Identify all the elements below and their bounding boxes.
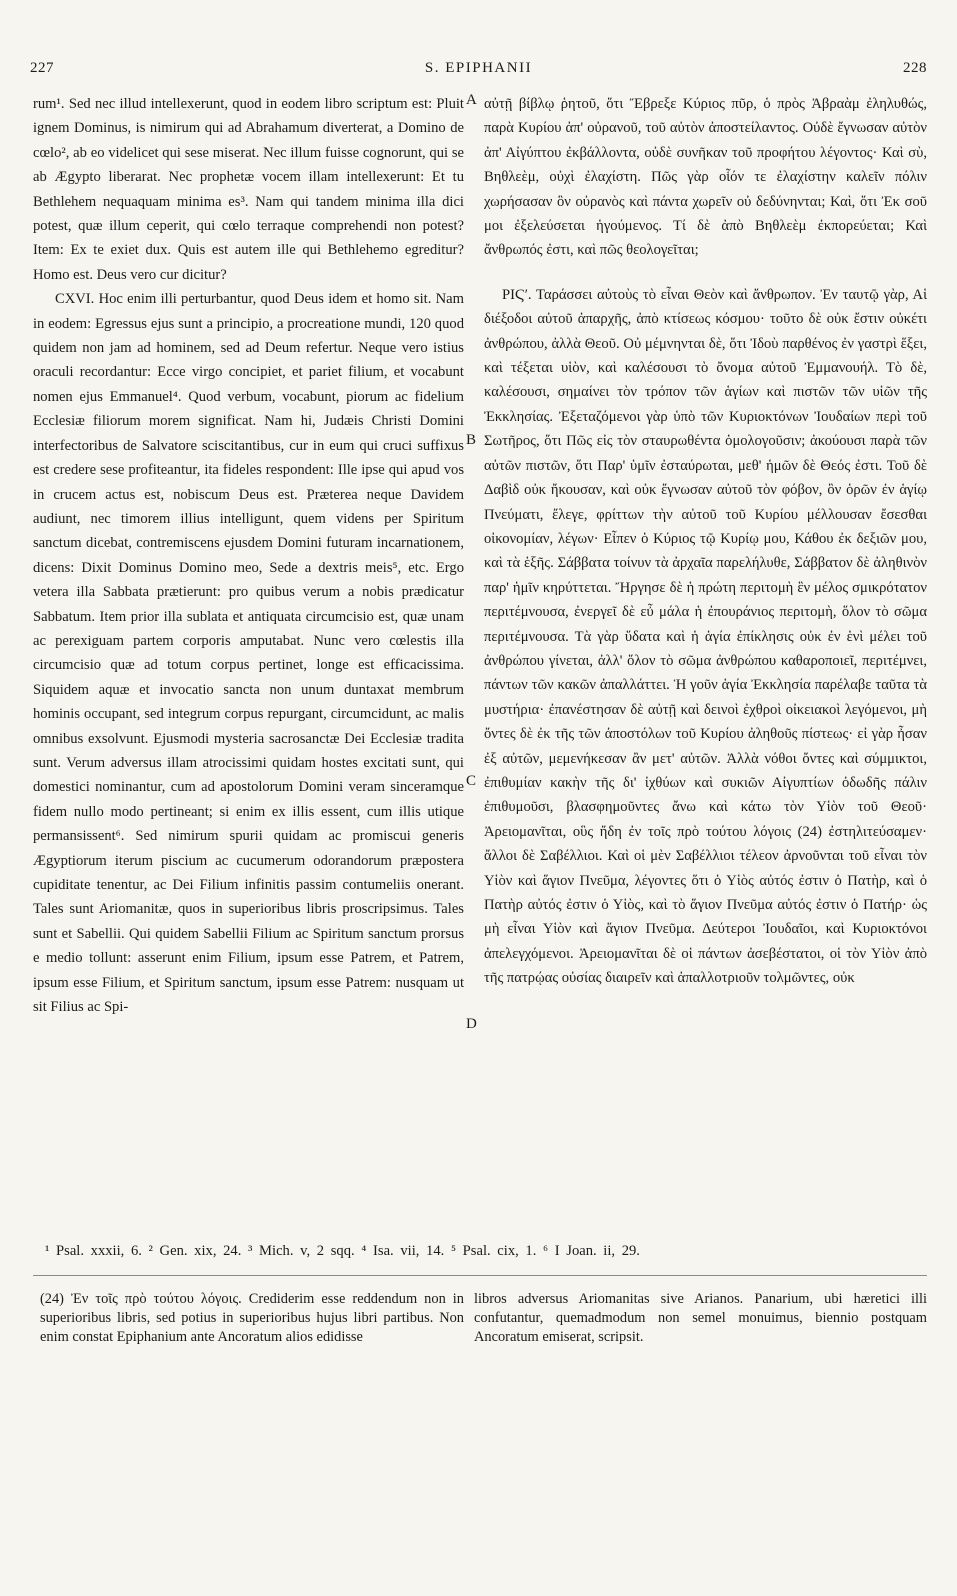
greek-column	[484, 92, 927, 991]
footnote-right-text: libros adversus Ariomanitas sive Arianos. Panarium, ubi hæretici illi confutantur, quemadmodum non semel monuimus, biennio postquam Ancoratum emiserat, scripsit.	[474, 1291, 927, 1345]
greek-paragraph-2: ΡΙϚʹ. Ταράσσει αὐτοὺς τὸ εἶναι Θεὸν καὶ ἄνθρωπον. Ἐν ταυτῷ γὰρ, Αἱ διέξοδοι αὐτοῦ ἀπαρχῆς, ἀπὸ κτίσεως κόσμου· τοῦτο δὲ οὐκ ἔστιν οὐκέτι ἀνθρώπου, ἀλλὰ Θεοῦ. Οὐ μέμνηνται δὲ, ὅτι Ἰδοὺ παρθένος ἐν γαστρὶ ἕξει, καὶ τέξεται υἱὸν, καὶ καλέσουσι τὸ ὄνομα αὐτοῦ Ἐμμανουήλ. Τὸ δὲ, καλέσουσι, σημαίνει τὸν τρόπον τῶν ἁγίων καὶ πιστῶν τῶν υἱῶν τῆς Ἐκκλησίας. Ἐξεταζόμενοι γὰρ ὑπὸ τῶν Κυριοκτόνων Ἰουδαίων περὶ τοῦ Σωτῆρος, ὅτι Πῶς εἰς τὸν σταυρωθέντα ὁμολογοῦσιν; ἀκούουσι παρὰ τῶν αὐτῶν πιστῶν, ὅτι Παρ' ὑμῖν ἐσταύρωται, μεθ' ἡμῶν δὲ Θεός ἐστι. Τοῦ δὲ Δαβὶδ οὐκ ἤκουσαν, καὶ οὐκ ἔγνωσαν αὐτοῦ τὸν φόβον, ὃν ὁρῶν ἐν ἁγίῳ Πνεύματι, ἔλεγε, φρίττων τὴν αὐτοῦ τοῦ Κυρίου μέλλουσαν ἔσεσθαι οἰκονομίαν, λέγων· Εἶπεν ὁ Κύριος τῷ Κυρίῳ μου, Κάθου ἐκ δεξιῶν μου, καὶ τὰ ἑξῆς. Σάββατα τοίνυν τὰ ἀρχαῖα παρελήλυθε, Σάββατον δὲ ἀληθινὸν παρ' ἡμῖν κηρύττεται. Ἤργησε δὲ ἡ πρώτη περιτομὴ ἓν μέλος σμικρότατον περιτέμνουσα, ἐνεργεῖ δὲ εὖ μάλα ἡ ἐπουράνιος περιτομὴ, ὅλον τὸ σῶμα περιτέμνουσα. Τὰ γὰρ ὕδατα καὶ ἡ ἁγία ἐπίκλησις οὐκ ἐν ἑνὶ μέλει τοῦ ἀνθρώπου γίνεται, ἀλλ' ὅλον τὸ σῶμα ἀνθρώπου καθαροποιεῖ, περιτέμνει, πάντων τῶν κακῶν ἀπαλλάττει. Ἡ γοῦν ἁγία Ἐκκλησία παρέλαβε ταῦτα τὰ μυστήρια· ἐπανέστησαν δὲ αὐτῇ καὶ δεινοὶ ἐχθροὶ οἰκειακοὶ λεγόμενοι, μὴ ὄντες δὲ ἐκ τῆς τῶν ἀποστόλων τοῦ Κυρίου ἀληθοῦς πίστεως· εἰ γὰρ ἦσαν ἐξ αὐτῶν, μεμενήκεσαν ἂν μετ' αὐτῶν. Ἀλλὰ νόθοι ὄντες καὶ σύμμικτοι, ἐπιθυμίαν κακὴν τῆς δι' ἰχθύων καὶ συκιῶν Αἰγυπτίων ὀδωδῆς πάλιν ἐπιθυμοῦσι, βλασφημοῦντες ἄνω καὶ κάτω τὸν Υἱὸν τοῦ Θεοῦ· Ἀρειομανῖται, οὓς ἤδη ἐν τοῖς πρὸ τούτου λόγοις (24) ἐστηλιτεύσαμεν· ἄλλοι δὲ Σαβέλλιοι. Καὶ οἱ μὲν Σαβέλλιοι τέλεον ἀρνοῦνται τοῦ εἶναι τὸν Υἱὸν καὶ ἅγιον Πνεῦμα, λέγοντες ὅτι ὁ Υἱὸς αὐτός ἐστιν ὁ Πατὴρ, καὶ ὁ Πατὴρ αὐτός ἐστιν ὁ Υἱὸς, καὶ τὸ ἅγιον Πνεῦμα αὐτός ἐστιν ὁ Πατήρ· ὡς μὴ εἶναι Υἱὸν καὶ ἅγιον Πνεῦμα. Δεύτεροι Ἰουδαῖοι, καὶ Κυριοκτόνοι ἀπελεγχόμενοι. Ἀρειομανῖται δὲ οἱ πάντων ἀσεβέστατοι, οἱ τὸν Υἱὸν ἀπὸ τῆς πατρῴας οὐσίας διαιρεῖν καὶ ἀπαλλοτριοῦν τολμῶντες, οὐκ	[484, 286, 927, 987]
right-page-number: 228	[903, 60, 927, 76]
footnote-right	[474, 1290, 927, 1347]
margin-marker-b: B	[466, 432, 477, 448]
margin-marker-a: A	[466, 92, 477, 108]
footnote-left	[40, 1290, 464, 1347]
greek-paragraph-1: αὐτῇ βίβλῳ ῥητοῦ, ὅτι Ἔβρεξε Κύριος πῦρ, ὁ πρὸς Ἀβραὰμ ἐληλυθώς, παρὰ Κυρίου ἀπ' οὐρανοῦ, τοῦ αὐτὸν ἀποστείλαντος. Οὐδὲ ἔγνωσαν αὐτὸν ἀπ' Αἰγύπτου ἐκβάλλοντα, οὐδὲ συνῆκαν τοῦ προφήτου λέγοντος· Καὶ σὺ, Βηθλεὲμ, οὐχὶ ἐλαχίστη. Πῶς γὰρ οἷόν τε ἐλαχίστην καλεῖν πόλιν χωρήσασαν ὃν οὐρανὸς καὶ πάντα χωρεῖν οὐ δεδύνηνται; Καὶ, ὅτι Ἐκ σοῦ μοι ἐξελεύσεται ἡγούμενος. Τί δὲ ἀπὸ Βηθλεὲμ ἐκπορεύεται; Καὶ ἄνθρωπός ἐστι, καὶ πῶς θεολογεῖται;	[484, 96, 927, 259]
footnote-rule	[33, 1275, 927, 1276]
latin-paragraph-2: CXVI. Hoc enim illi perturbantur, quod Deus idem et homo sit. Nam in eodem: Egressus ejus sunt a principio, a procreatione mundi, 120 quod quidem non jam ad hominem, sed ad Deum refertur. Neque vero istius oraculi recordantur: Ecce virgo concipiet, et pariet filium, et vocabunt nomen ejus Emmanuel⁴. Quod verbum, vocabunt, piorum ac fidelium Ecclesiæ filiorum morem significat. Nam hi, Judæis Christi Domini interfectoribus de Salvatore sciscitantibus, cur in eum qui cruci suffixus est credere sese profiteantur, ita fideles respondent: Ille ipse qui apud vos in crucem actus est, nobiscum Deus est. Præterea neque Davidem audiunt, nec timorem illius intelligunt, quem videns per Spiritum sanctum dicebat, contremiscens ejusdem Domini futuram incarnationem, dicens: Dixit Dominus Domino meo, Sede a dextris meis⁵, etc. Ergo vetera illa Sabbata prætierunt: pro quibus verum a nobis prædicatur Sabbatum. Item prior illa sublata et antiquata circumcisio est, quæ unam ac perexiguam partem corporis amputabat. Nunc vero cœlestis illa circumcisio quæ ad totum corpus pertinet, longe est efficacissima. Siquidem aquæ et invocatio sancta non unum duntaxat membrum hominis occupant, sed integrum corpus repurgant, circumcidunt, ac malis omnibus exsolvunt. Ejusmodi mysteria sacrosanctæ Dei Ecclesiæ tradita sunt. Verum adversus illam atrocissimi quidam hostes excitati sunt, qui domestici nominantur, cum ad apostolorum Domini veram sinceramque fidem nullo modo pertineant; si enim ex illis essent, cum illis utique permansissent⁶. Sed nimirum spurii quidam ac promiscui generis Ægyptiorum iterum piscium ac cucumerum odorandorum præpostera cupiditate tenentur, ac Dei Filium infinitis passim contumeliis onerant. Tales sunt Ariomanitæ, quos in superioribus libris proscripsimus. Tales sunt et Sabellii. Qui quidem Sabellii Filium ac Spiritum sanctum prorsus e medio tollunt: asserunt enim Filium, ipsum esse Patrem, et Patrem, ipsum esse Filium, et Spiritum sanctum, ipsum esse Patrem: nusquam ut sit Filius ac Spi-	[33, 291, 464, 1016]
margin-marker-c: C	[466, 773, 477, 789]
latin-column	[33, 92, 464, 1019]
running-header	[30, 60, 927, 86]
running-title: S. EPIPHANII	[424, 60, 533, 76]
margin-marker-d: D	[466, 1016, 477, 1032]
latin-paragraph-1: rum¹. Sed nec illud intellexerunt, quod in eodem libro scriptum est: Pluit ignem Dominus, is nimirum qui ad Abrahamum diverterat, a Domino de cœlo², ab eo videlicet qui sese miserat. Nec illum fuisse cognorunt, qui se ab Ægypto liberarat. Nec prophetæ vocem illam intellexerunt: Et tu Bethlehem nequaquam minima es³. Nam qui tandem minima illa dici potest, quæ illum ceperit, qui cœlo terraque comprehendi non potest? Item: Ex te exiet dux. Quis est autem ille qui Bethlehemo egreditur? Homo est. Deus vero cur dicitur?	[33, 96, 464, 283]
left-page-number: 227	[30, 60, 54, 76]
footnote-left-text: (24) Ἐν τοῖς πρὸ τούτου λόγοις. Crediderim esse reddendum non in superioribus libris, sed potius in superioribus hujus libri partibus. Non enim constat Epiphanium ante Ancoratum alios edidisse	[40, 1291, 464, 1345]
scripture-references: ¹ Psal. xxxii, 6. ² Gen. xix, 24. ³ Mich. v, 2 sqq. ⁴ Isa. vii, 14. ⁵ Psal. cix, 1. ⁶ I Joan. ii, 29.	[45, 1243, 640, 1259]
